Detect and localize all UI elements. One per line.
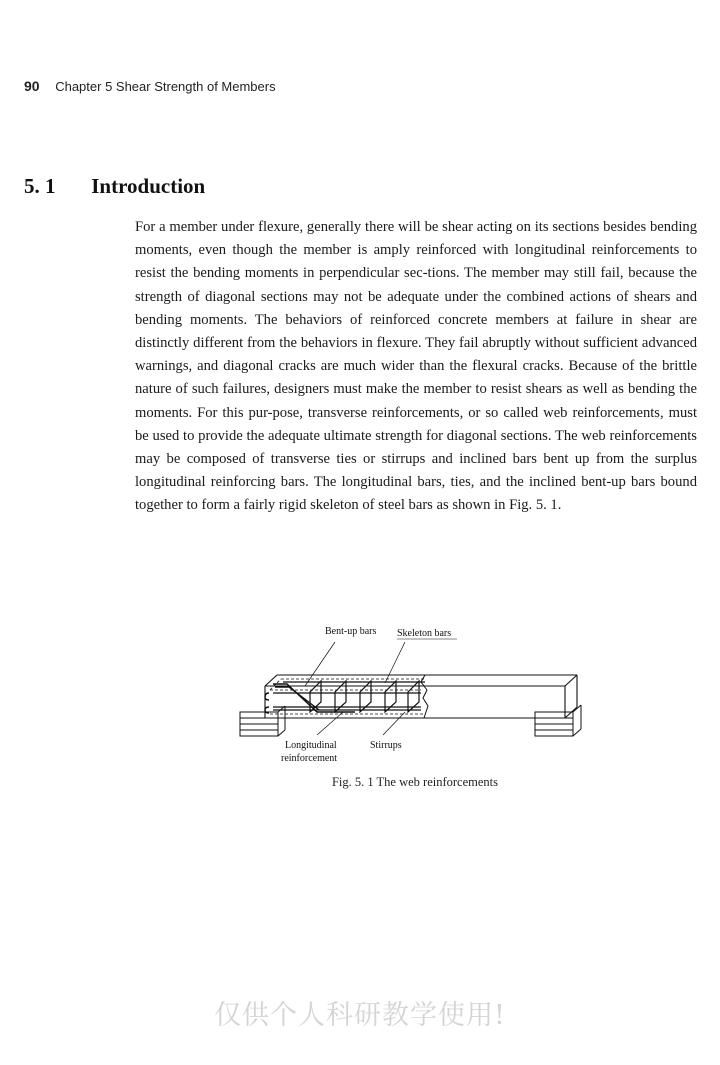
beam-diagram xyxy=(225,620,605,770)
label-longitudinal: Longitudinal xyxy=(285,740,337,751)
section-heading xyxy=(24,174,205,199)
figure-caption: Fig. 5. 1 The web reinforcements xyxy=(331,775,499,789)
label-skeleton-bars: Skeleton bars xyxy=(397,628,452,639)
leader-lines xyxy=(305,642,405,735)
label-stirrups: Stirrups xyxy=(370,740,402,751)
watermark: 仅供个人科研教学使用! xyxy=(214,1000,506,1031)
page-number: 90 xyxy=(24,78,40,94)
chapter-title: Chapter 5 Shear Strength of Members xyxy=(55,79,276,94)
label-bent-up-bars: Bent-up bars xyxy=(325,626,377,637)
label-reinforcement: reinforcement xyxy=(281,753,338,764)
body-paragraph: For a member under flexure, generally there will be shear acting on its sections besides bending moments, even though the member is amply reinforced with longitudinal reinforcements to resist the bending moments in perpendicular sec-tions. The member may still fail, because the strength of diagonal sections may not be adequate under the combined actions of shears and bending moments. The behaviors of reinforced concrete members at failure in shear are distinctly different from the behaviors in flexure. They fail abruptly without sufficient advanced warnings, and diagonal cracks are much wider than the flexural cracks. Because of the brittle nature of such failures, designers must make the member to resist shears as well as bending the moments. For this pur-pose, transverse reinforcements, or so called web reinforcements, must be used to provide the adequate ultimate strength for diagonal sections. The web reinforcements may be composed of transverse ties or stirrups and inclined bars bent up from the surplus longitudinal reinforcing bars. The longitudinal bars, ties, and the inclined bent-up bars bound together to form a fairly rigid skeleton of steel bars as shown in Fig. 5. 1. xyxy=(135,219,697,514)
section-title: Introduction xyxy=(91,174,206,198)
section-number: 5. 1 xyxy=(24,174,56,198)
figure-web-reinforcements xyxy=(225,620,605,770)
skeleton-outline xyxy=(270,679,425,714)
running-header xyxy=(24,78,276,94)
